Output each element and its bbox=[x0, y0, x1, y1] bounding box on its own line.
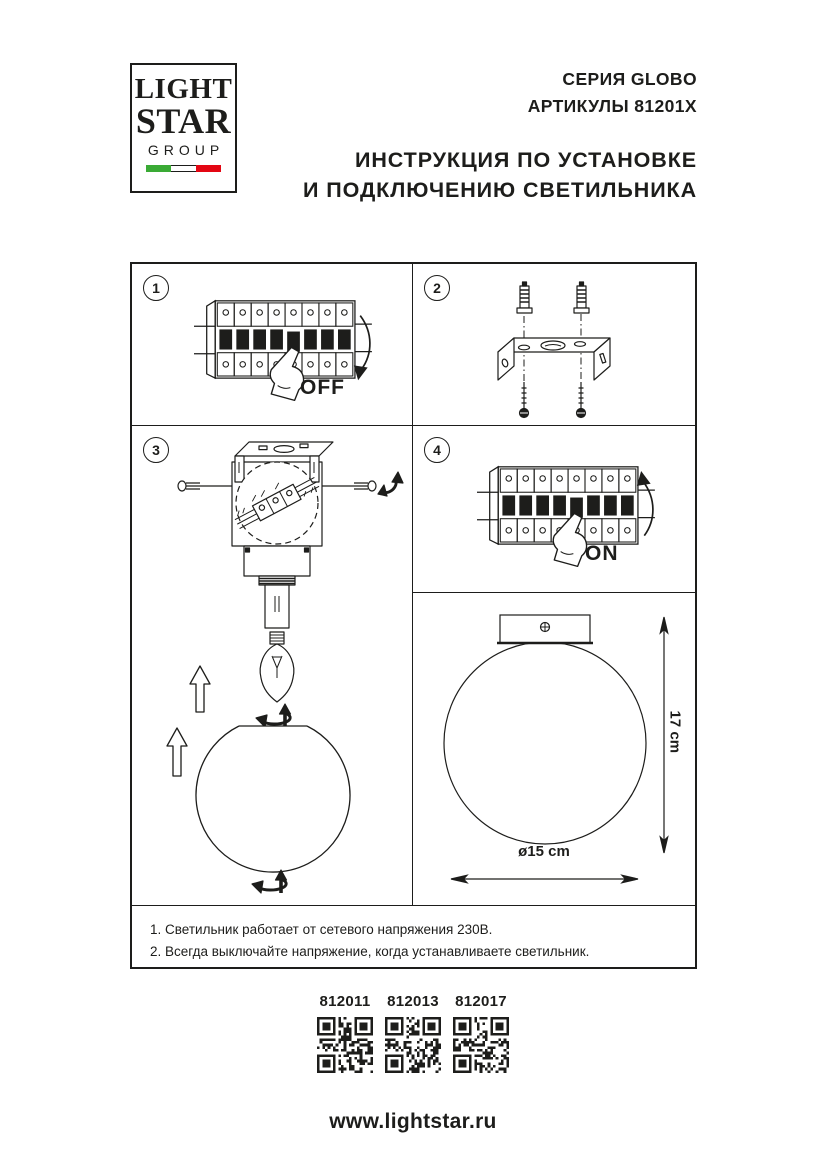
threaded-collar bbox=[259, 576, 295, 585]
breaker-toggles bbox=[502, 495, 633, 517]
article-code: 812013 bbox=[387, 993, 439, 1010]
article-item bbox=[453, 993, 509, 1078]
flag-red-band bbox=[196, 165, 221, 172]
candle-bulb-icon bbox=[260, 632, 294, 702]
up-arrow-icon bbox=[190, 666, 210, 712]
ceiling-bracket bbox=[498, 338, 610, 380]
step3-panel bbox=[132, 426, 413, 905]
note-line-1: 1. Светильник работает от сетевого напряжения 230В. bbox=[150, 922, 493, 937]
logo-word-star: STAR bbox=[135, 101, 232, 141]
up-arrow-icon bbox=[167, 728, 187, 776]
series-title: СЕРИЯ GLOBO bbox=[562, 69, 697, 89]
qr-code bbox=[317, 1017, 373, 1073]
circuit-breaker-illustration bbox=[194, 288, 374, 410]
step3-number-badge: 3 bbox=[143, 437, 169, 463]
height-dimension-label: 17 cm bbox=[666, 710, 684, 754]
screw-icon bbox=[520, 382, 529, 418]
wall-anchor-icon bbox=[517, 282, 532, 313]
instruction-title bbox=[227, 145, 697, 205]
instruction-grid bbox=[130, 262, 697, 969]
flag-white-band bbox=[171, 165, 196, 172]
tighten-arrow-icon bbox=[378, 472, 403, 496]
globe-outline bbox=[444, 642, 646, 844]
step2-number-badge: 2 bbox=[424, 275, 450, 301]
circuit-breaker-illustration bbox=[477, 454, 657, 576]
diameter-dimension-label: ø15 cm bbox=[518, 843, 570, 860]
article-item bbox=[385, 993, 441, 1078]
step1-panel bbox=[132, 264, 413, 426]
step4-number-badge: 4 bbox=[424, 437, 450, 463]
diameter-dimension-line bbox=[451, 875, 638, 882]
step1-number-badge: 1 bbox=[143, 275, 169, 301]
pointing-hand bbox=[553, 513, 586, 566]
on-label: ON bbox=[585, 542, 619, 565]
screw-icon bbox=[577, 382, 586, 418]
italian-flag-stripe bbox=[146, 165, 222, 172]
pointing-hand bbox=[270, 347, 303, 400]
articles-title: АРТИКУЛЫ 81201X bbox=[527, 96, 697, 116]
qr-code bbox=[453, 1017, 509, 1073]
step4-panel bbox=[413, 426, 695, 593]
instruction-title-line1: ИНСТРУКЦИЯ ПО УСТАНОВКЕ bbox=[354, 148, 697, 172]
note-line-2: 2. Всегда выключайте напряжение, когда устанавливаете светильник. bbox=[150, 944, 590, 959]
qr-code bbox=[385, 1017, 441, 1073]
screw-icon bbox=[322, 481, 376, 491]
article-code: 812011 bbox=[319, 993, 371, 1010]
wall-anchor-icon bbox=[574, 282, 589, 313]
instruction-title-line2: И ПОДКЛЮЧЕНИЮ СВЕТИЛЬНИКА bbox=[303, 178, 697, 202]
article-item bbox=[317, 993, 373, 1078]
screw-head-icon bbox=[541, 623, 550, 632]
breaker-toggles bbox=[219, 329, 350, 351]
safety-notes bbox=[132, 905, 695, 967]
fixture-assembly-illustration bbox=[132, 426, 413, 905]
on-arrow-icon bbox=[637, 471, 653, 536]
article-qr-row bbox=[0, 993, 826, 1078]
dimensions-panel bbox=[413, 593, 695, 905]
glass-globe bbox=[196, 726, 350, 872]
header-text bbox=[227, 66, 697, 205]
logo-word-light: LIGHT bbox=[134, 73, 233, 105]
lightstar-logo bbox=[130, 63, 237, 193]
article-code: 812017 bbox=[455, 993, 507, 1010]
off-arrow-icon bbox=[354, 316, 370, 381]
flag-green-band bbox=[146, 165, 171, 172]
website-url: www.lightstar.ru bbox=[329, 1110, 497, 1133]
off-label: OFF bbox=[300, 376, 345, 399]
screw-icon bbox=[178, 481, 232, 491]
step2-panel bbox=[413, 264, 695, 426]
logo-word-group: GROUP bbox=[147, 142, 225, 158]
mounting-bracket-illustration bbox=[413, 264, 697, 426]
